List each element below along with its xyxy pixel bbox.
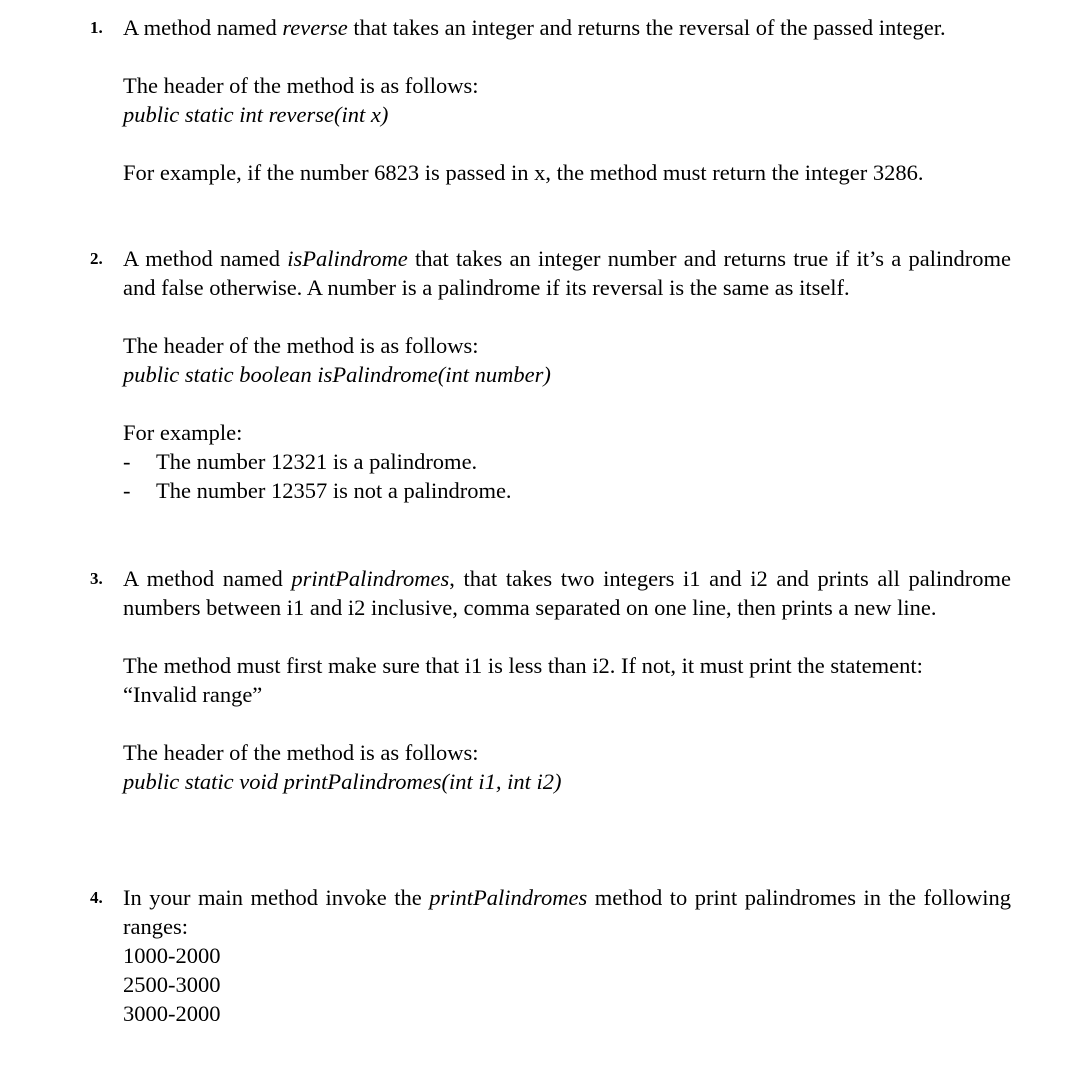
question-item-1 (90, 13, 1011, 187)
range-line: 3000-2000 (123, 1001, 221, 1026)
item-description (123, 883, 1011, 941)
item-number: 1. (90, 18, 103, 37)
example-label: For example: (123, 420, 243, 445)
method-name: printPalindromes (291, 566, 450, 591)
range-check-text: The method must first make sure that i1 is less than i2. If not, it must print the statement: (123, 653, 923, 678)
header-label: The header of the method is as follows: (123, 73, 479, 98)
method-signature: public static int reverse(int x) (123, 102, 389, 127)
method-name: reverse (282, 15, 348, 40)
bullet-dash: - (123, 478, 131, 503)
item-number: 4. (90, 888, 103, 907)
method-name: printPalindromes (429, 885, 588, 910)
question-item-2 (90, 244, 1011, 505)
description-text: A method named (123, 566, 292, 591)
item-description (123, 13, 1011, 42)
description-text: , that takes two integers i1 and i2 and prints all palindrome numbers between i1 and i2 inclusive, comma separated on one line, then prints a new line. (123, 566, 1011, 620)
item-description (123, 564, 1011, 622)
method-signature: public static boolean isPalindrome(int number) (123, 362, 551, 387)
question-item-4 (90, 883, 1011, 1028)
description-text: A method named (123, 15, 283, 40)
example-bullet (123, 447, 1011, 476)
description-text: In your main method invoke the (123, 885, 430, 910)
range-line: 1000-2000 (123, 943, 221, 968)
item-description (123, 244, 1011, 302)
example-text: For example, if the number 6823 is passed in x, the method must return the integer 3286. (123, 160, 924, 185)
method-signature: public static void printPalindromes(int i1, int i2) (123, 769, 562, 794)
header-label: The header of the method is as follows: (123, 333, 479, 358)
example-bullet (123, 476, 1011, 505)
bullet-dash: - (123, 449, 131, 474)
bullet-text: The number 12357 is not a palindrome. (156, 478, 512, 503)
description-text: that takes an integer and returns the reversal of the passed integer. (347, 15, 946, 40)
item-number: 2. (90, 249, 103, 268)
description-text: that takes an integer number and returns true if it’s a palindrome and false otherwise. A number is a palindrome if its reversal is the same as itself. (123, 246, 1011, 300)
item-number: 3. (90, 569, 103, 588)
range-line: 2500-3000 (123, 972, 221, 997)
description-text: A method named (123, 246, 288, 271)
bullet-text: The number 12321 is a palindrome. (156, 449, 478, 474)
method-name: isPalindrome (287, 246, 408, 271)
description-text: method to print palindromes in the following ranges: (123, 885, 1011, 939)
question-item-3 (90, 564, 1011, 796)
invalid-range-message: “Invalid range” (123, 682, 263, 707)
header-label: The header of the method is as follows: (123, 740, 479, 765)
